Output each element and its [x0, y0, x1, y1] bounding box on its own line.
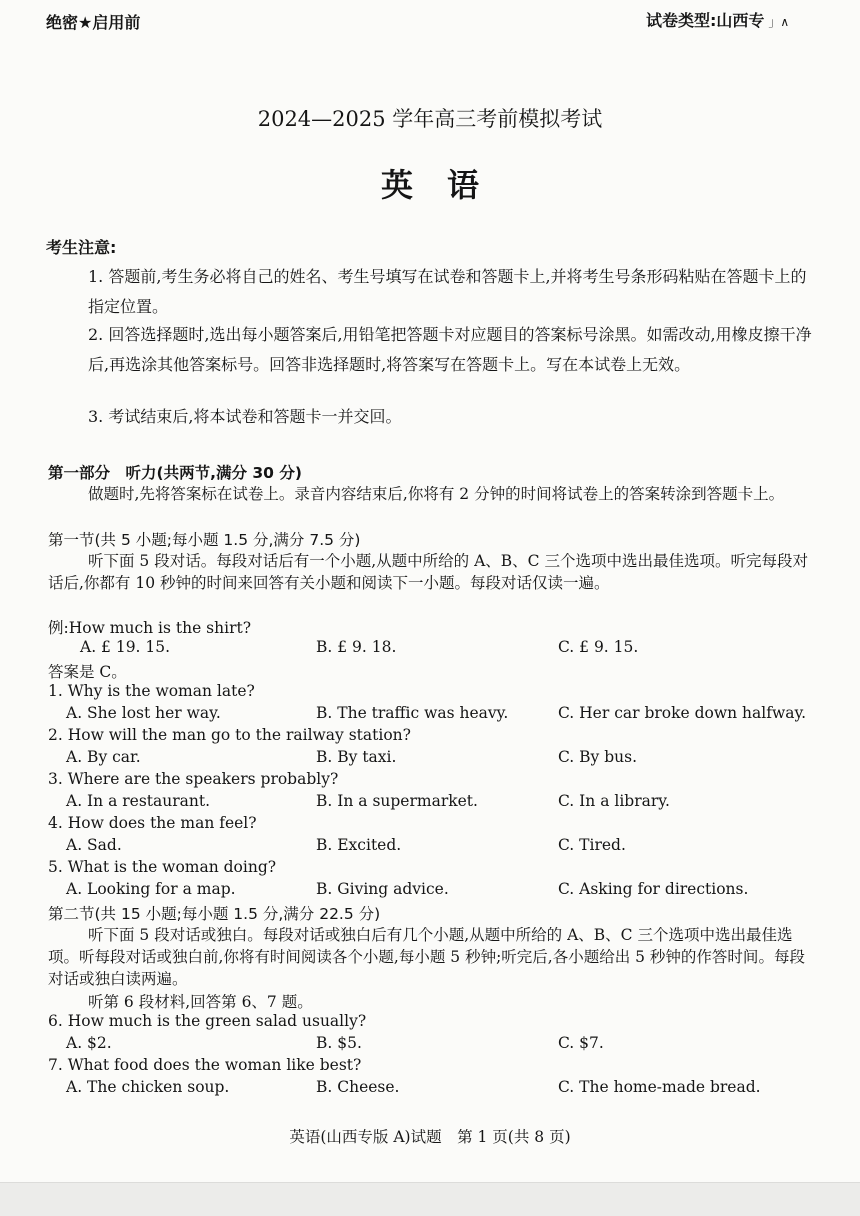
question-6: 6. How much is the green salad usually?: [48, 1012, 367, 1030]
section1-intro: 听下面 5 段对话。每段对话后有一个小题,从题中所给的 A、B、C 三个选项中选出最佳选项。听完每段对话后,你都有 10 秒钟的时间来回答有关小题和阅读下一小题。每段对话仅读一遍。: [48, 552, 808, 592]
example-option-b: B. £ 9. 18.: [316, 638, 397, 656]
q1-option-b: B. The traffic was heavy.: [316, 704, 509, 722]
notice-heading: 考生注意:: [46, 238, 117, 257]
example-option-a: A. £ 19. 15.: [80, 638, 171, 656]
section2-material-note: 听第 6 段材料,回答第 6、7 题。: [88, 993, 313, 1011]
paper-type-label: [646, 8, 789, 31]
paper-type-mark: 」∧: [768, 15, 790, 29]
part1-heading: 第一部分 听力(共两节,满分 30 分): [48, 464, 302, 482]
exam-title: 2024—2025 学年高三考前模拟考试: [257, 107, 603, 131]
q5-option-a: A. Looking for a map.: [66, 880, 236, 898]
scan-bottom-edge: [0, 1182, 860, 1216]
subject-title: 英语: [380, 166, 513, 204]
q2-option-b: B. By taxi.: [316, 748, 397, 766]
section1-heading: 第一节(共 5 小题;每小题 1.5 分,满分 7.5 分): [48, 531, 361, 549]
example-option-c: C. £ 9. 15.: [558, 638, 639, 656]
notice-item-1: 1. 答题前,考生务必将自己的姓名、考生号填写在试卷和答题卡上,并将考生号条形码粘贴在答题卡上的指定位置。: [88, 267, 807, 316]
q6-option-b: B. $5.: [316, 1034, 362, 1052]
q3-option-b: B. In a supermarket.: [316, 792, 478, 810]
section2-intro: 听下面 5 段对话或独白。每段对话或独白后有几个小题,从题中所给的 A、B、C 三个选项中选出最佳选项。听每段对话或独白前,你将有时间阅读各个小题,每小题 5 秒钟;听完后,各小题给出 5 秒钟的作答时间。每段对话或独白读两遍。: [48, 926, 805, 988]
q6-option-c: C. $7.: [558, 1034, 604, 1052]
q1-option-c: C. Her car broke down halfway.: [558, 704, 807, 722]
example-answer: 答案是 C。: [48, 663, 127, 681]
q2-option-c: C. By bus.: [558, 748, 638, 766]
question-2: 2. How will the man go to the railway station?: [48, 726, 411, 744]
question-5: 5. What is the woman doing?: [48, 858, 277, 876]
question-7: 7. What food does the woman like best?: [48, 1056, 362, 1074]
q4-option-b: B. Excited.: [316, 836, 402, 854]
q7-option-b: B. Cheese.: [316, 1078, 400, 1096]
q1-option-a: A. She lost her way.: [66, 704, 221, 722]
q6-option-a: A. $2.: [66, 1034, 112, 1052]
q5-option-b: B. Giving advice.: [316, 880, 449, 898]
notice-item-2: 2. 回答选择题时,选出每小题答案后,用铅笔把答题卡对应题目的答案标号涂黑。如需改动,用橡皮擦干净后,再选涂其他答案标号。回答非选择题时,将答案写在答题卡上。写在本试卷上无效。: [88, 325, 812, 374]
q4-option-c: C. Tired.: [558, 836, 626, 854]
q3-option-c: C. In a library.: [558, 792, 670, 810]
section2-heading: 第二节(共 15 小题;每小题 1.5 分,满分 22.5 分): [48, 905, 381, 923]
notice-item-3: 3. 考试结束后,将本试卷和答题卡一并交回。: [88, 407, 402, 426]
confidential-label: 绝密★启用前: [46, 13, 141, 32]
question-3: 3. Where are the speakers probably?: [48, 770, 339, 788]
q7-option-c: C. The home-made bread.: [558, 1078, 761, 1096]
paper-type-text: 试卷类型:山西专: [646, 11, 765, 30]
question-1: 1. Why is the woman late?: [48, 682, 255, 700]
page-footer: 英语(山西专版 A)试题 第 1 页(共 8 页): [289, 1128, 571, 1146]
q5-option-c: C. Asking for directions.: [558, 880, 749, 898]
q4-option-a: A. Sad.: [66, 836, 122, 854]
question-4: 4. How does the man feel?: [48, 814, 257, 832]
q2-option-a: A. By car.: [66, 748, 141, 766]
q7-option-a: A. The chicken soup.: [66, 1078, 230, 1096]
q3-option-a: A. In a restaurant.: [66, 792, 211, 810]
example-question: 例:How much is the shirt?: [48, 619, 252, 637]
part1-intro: 做题时,先将答案标在试卷上。录音内容结束后,你将有 2 分钟的时间将试卷上的答案转涂到答题卡上。: [88, 485, 785, 503]
